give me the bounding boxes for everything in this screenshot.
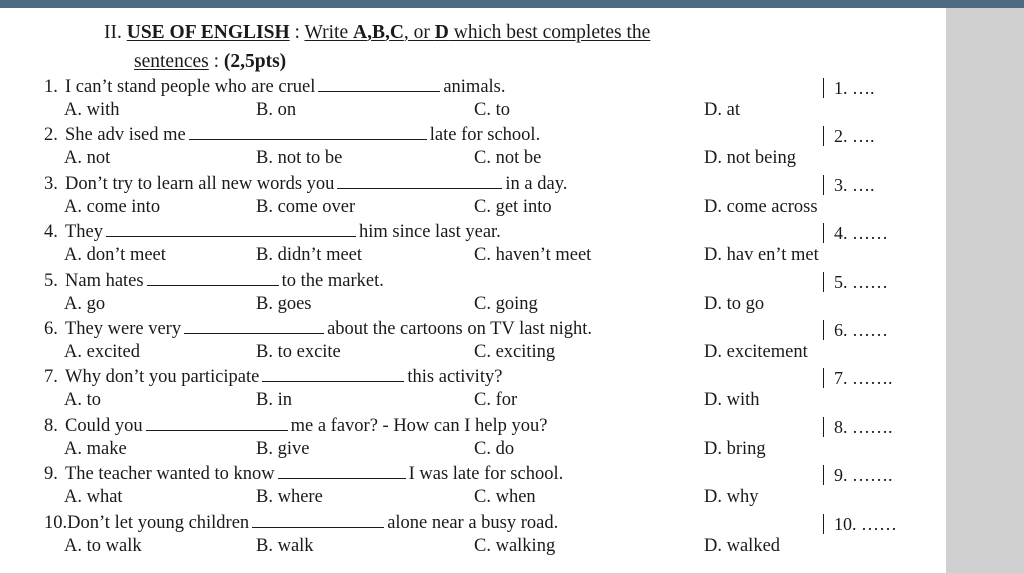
stem-text-after: him since last year. [359,222,501,243]
stem-text-after: late for school. [429,125,541,146]
stem-text-after: alone near a busy road. [387,512,559,533]
section-heading-line2: sentences : (2,5pts) [134,51,287,72]
question-stem [44,124,540,146]
option-d: D. not being [704,148,796,169]
answer-slot[interactable] [823,271,888,293]
option-a: A. not [64,148,111,169]
question-9 [0,463,946,511]
stem-text-before: I can’t stand people who are cruel [65,77,316,97]
question-number: 3. [44,173,58,194]
question-number: 4. [44,222,58,243]
question-10 [0,512,946,560]
question-number: 1. [44,77,58,97]
answer-label: 7. ……. [834,368,893,389]
answer-label: 2. …. [834,126,875,147]
option-d: D. excitement [704,342,808,362]
option-c: C. haven’t meet [474,245,592,266]
answer-divider [823,272,824,292]
answer-divider [823,465,824,485]
answer-label: 1. …. [834,78,875,98]
question-1 [0,76,946,124]
answer-slot[interactable] [823,125,875,147]
option-c: C. to [474,100,510,120]
answer-label: 4. …… [834,223,888,244]
option-c: C. not be [474,148,542,169]
stem-text-after: me a favor? - How can I help you? [290,415,548,436]
option-c: C. going [474,293,538,314]
answer-slot[interactable] [823,464,893,486]
answer-slot[interactable] [823,222,888,244]
option-c: C. when [474,487,536,508]
section-points: (2,5pts) [223,51,287,72]
answer-blank[interactable] [318,76,440,92]
option-d: D. walked [704,535,781,556]
answer-slot[interactable] [823,367,893,389]
right-gray-margin [946,8,1024,573]
question-5 [0,270,946,318]
option-b: B. didn’t meet [256,245,363,266]
question-7 [0,366,946,414]
answer-slot[interactable] [823,513,897,535]
question-number: 5. [44,270,58,291]
answer-label: 9. ……. [834,465,893,486]
answer-blank[interactable] [337,173,502,189]
top-bar [0,0,1024,8]
option-c: C. walking [474,535,556,556]
answer-slot[interactable] [823,416,893,438]
question-stem [44,270,384,292]
option-c: C. for [474,390,518,411]
stem-text-after: I was late for school. [408,464,564,485]
stem-text-before: They were very [65,319,182,339]
option-b: B. where [256,487,323,508]
option-a: A. come into [64,196,161,217]
question-number: 8. [44,415,58,436]
question-6 [0,318,946,366]
answer-label: 5. …… [834,271,888,292]
question-number: 10. [44,512,68,533]
option-b: B. come over [256,196,356,217]
option-d: D. why [704,487,759,508]
answer-blank[interactable] [252,512,384,528]
answer-blank[interactable] [278,463,406,479]
stem-text-after: animals. [443,77,506,97]
option-a: A. to [64,390,101,411]
answer-blank[interactable] [184,318,324,334]
option-d: D. come across [704,196,818,217]
answer-divider [823,126,824,146]
stem-text-before: Nam hates [65,270,144,291]
stem-text-after: to the market. [281,270,384,291]
answer-blank[interactable] [189,124,427,140]
option-b: B. give [256,438,310,459]
answer-blank[interactable] [106,221,356,237]
option-a: A. go [64,293,106,314]
option-d: D. bring [704,438,766,459]
answer-blank[interactable] [146,415,288,431]
option-d: D. with [704,390,760,411]
stem-text-after: this activity? [407,367,503,388]
option-a: A. to walk [64,535,142,556]
answer-divider [823,223,824,243]
question-number: 2. [44,125,58,146]
option-a: A. with [64,100,120,120]
question-4 [0,221,946,269]
option-a: A. make [64,438,127,459]
option-a: A. don’t meet [64,245,166,266]
answer-divider [823,320,824,340]
option-c: C. get into [474,196,552,217]
stem-text-before: They [65,222,104,243]
option-b: B. in [256,390,292,411]
option-b: B. to excite [256,342,341,362]
stem-text-after: about the cartoons on TV last night. [327,319,593,339]
question-stem [44,415,547,437]
stem-text-before: Don’t let young children [67,512,250,533]
section-instruction: Write A,B,C, or D which best completes the [304,22,651,43]
stem-text-after: in a day. [505,173,568,194]
answer-slot[interactable] [823,174,875,196]
section-instruction-cont: sentences [134,51,209,72]
question-stem [44,173,567,195]
option-b: B. goes [256,293,312,314]
question-8 [0,415,946,463]
answer-slot[interactable] [823,319,888,341]
question-number: 9. [44,464,58,485]
question-stem [44,221,501,243]
answer-blank[interactable] [147,270,279,286]
answer-blank[interactable] [262,366,404,382]
option-d: D. hav en’t met [704,245,819,266]
option-a: A. what [64,487,123,508]
worksheet [0,8,946,573]
answer-divider [823,514,824,534]
answer-divider [823,175,824,195]
answer-divider [823,417,824,437]
option-d: D. at [704,100,740,120]
stem-text-before: Why don’t you participate [65,367,260,388]
question-stem [44,463,563,485]
question-number: 6. [44,319,58,339]
question-number: 7. [44,367,58,388]
option-b: B. not to be [256,148,343,169]
answer-divider [823,368,824,388]
option-b: B. walk [256,535,314,556]
answer-label: 8. ……. [834,416,893,437]
question-2 [0,124,946,172]
answer-divider [823,78,824,98]
section-heading: II. USE OF ENGLISH : Write A,B,C, or D which best completes the [104,22,651,43]
option-c: C. do [474,438,515,459]
answer-slot[interactable] [823,77,875,99]
stem-text-before: Could you [65,415,143,436]
option-d: D. to go [704,293,765,314]
option-a: A. excited [64,342,141,362]
stem-text-before: The teacher wanted to know [65,464,275,485]
section-title: USE OF ENGLISH [126,22,290,43]
question-stem [44,76,506,98]
stem-text-before: Don’t try to learn all new words you [65,173,335,194]
option-c: C. exciting [474,342,556,362]
question-stem [44,318,592,340]
answer-label: 3. …. [834,174,875,195]
question-stem [44,512,558,534]
option-b: B. on [256,100,297,120]
section-number: II. [104,22,122,43]
question-3 [0,173,946,221]
answer-label: 10. …… [834,513,897,534]
stem-text-before: She adv ised me [65,125,186,146]
question-stem [44,366,502,388]
answer-label: 6. …… [834,320,888,340]
